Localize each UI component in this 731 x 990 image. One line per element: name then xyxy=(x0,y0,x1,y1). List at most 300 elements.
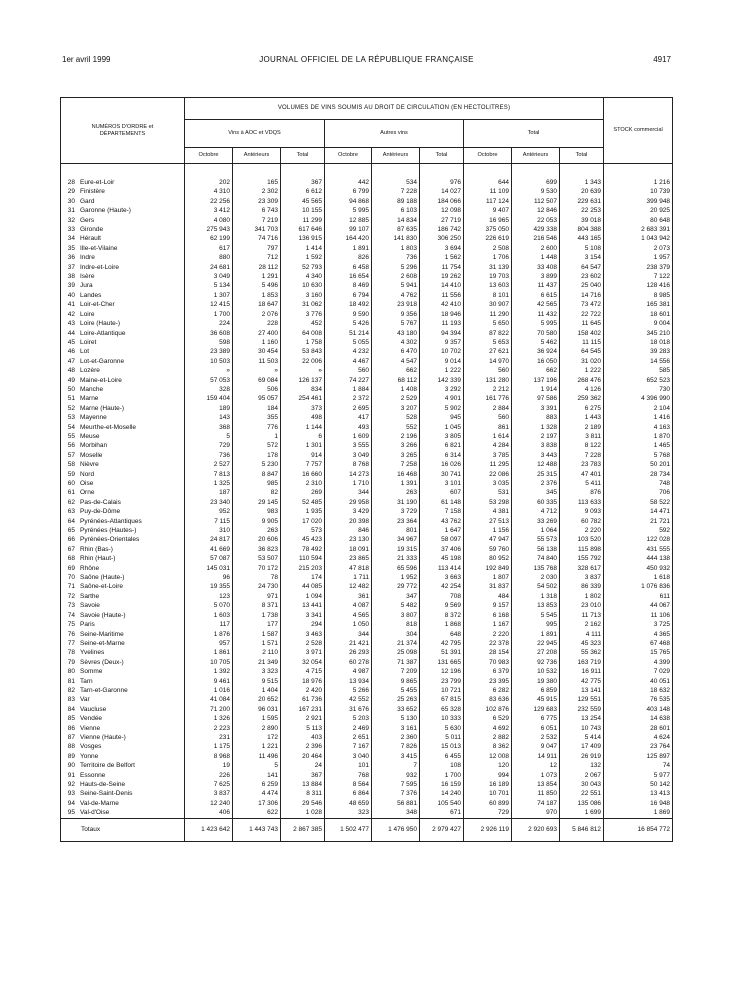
table-row xyxy=(61,441,673,450)
dept-cell xyxy=(61,808,185,818)
value-cell: 3 663 xyxy=(420,573,464,582)
dept-number: 75 xyxy=(67,621,75,629)
sub-octobre: Octobre xyxy=(185,148,233,164)
value-cell: 7 167 xyxy=(325,742,372,751)
value-cell: 18 647 xyxy=(233,300,281,309)
value-cell: 367 xyxy=(281,178,325,187)
dept-name: Garonne (Haute-) xyxy=(80,207,131,215)
dept-name: Moselle xyxy=(80,451,103,459)
dept-number: 32 xyxy=(67,216,75,224)
value-cell: 92 736 xyxy=(512,658,560,667)
dept-name: Essonne xyxy=(80,771,106,779)
dept-number: 59 xyxy=(67,470,75,478)
value-cell: 47 401 xyxy=(560,470,604,479)
table-row xyxy=(61,300,673,309)
dept-number: 86 xyxy=(67,724,75,732)
value-cell: 1 738 xyxy=(233,611,281,620)
value-cell: 1 343 xyxy=(560,178,604,187)
dept-cell xyxy=(61,319,185,328)
value-cell: 30 907 xyxy=(464,300,512,309)
value-cell: 1 156 xyxy=(464,526,512,535)
dept-cell xyxy=(61,263,185,272)
value-cell: 15 013 xyxy=(420,742,464,751)
value-cell: 29 772 xyxy=(372,582,420,591)
value-cell: 142 339 xyxy=(420,376,464,385)
value-cell: 708 xyxy=(420,592,464,601)
value-cell: 80 648 xyxy=(604,216,673,225)
value-cell: 9 004 xyxy=(604,319,673,328)
value-cell: 348 xyxy=(372,808,420,818)
value-cell: 730 xyxy=(604,385,673,394)
value-cell: 2 532 xyxy=(512,733,560,742)
aoc-vdqs-header: Vins à AOC et VDQS xyxy=(185,120,325,148)
value-cell: 4 284 xyxy=(464,441,512,450)
value-cell: 8 968 xyxy=(185,752,233,761)
value-cell: 1 853 xyxy=(233,291,281,300)
value-cell: 1 562 xyxy=(420,253,464,262)
value-cell: 45 915 xyxy=(512,695,560,704)
value-cell: 1 587 xyxy=(233,630,281,639)
value-cell: 11 106 xyxy=(604,611,673,620)
value-cell: 818 xyxy=(372,620,420,629)
value-cell: 28 154 xyxy=(464,648,512,657)
dept-name: Var xyxy=(80,696,90,704)
value-cell: 23 340 xyxy=(185,498,233,507)
table-row xyxy=(61,319,673,328)
value-cell: 5 011 xyxy=(420,733,464,742)
value-cell: 560 xyxy=(464,366,512,375)
value-cell: 186 742 xyxy=(420,225,464,234)
table-body xyxy=(61,164,673,819)
value-cell: 45 423 xyxy=(281,535,325,544)
value-cell: 184 066 xyxy=(420,197,464,206)
value-cell: 6 799 xyxy=(325,187,372,196)
dept-cell xyxy=(61,714,185,723)
dept-number: 58 xyxy=(67,461,75,469)
table-row xyxy=(61,498,673,507)
value-cell: 6 275 xyxy=(560,404,604,413)
value-cell: 1 699 xyxy=(560,808,604,818)
value-cell: 797 xyxy=(233,244,281,253)
value-cell: 120 xyxy=(464,761,512,770)
dept-cell xyxy=(61,404,185,413)
dept-name: Pyrénées (Hautes-) xyxy=(80,527,137,535)
value-cell: 47 947 xyxy=(464,535,512,544)
value-cell: 14 556 xyxy=(604,357,673,366)
value-cell: 33 652 xyxy=(372,705,420,714)
value-cell: 945 xyxy=(420,413,464,422)
value-cell: 39 018 xyxy=(560,216,604,225)
value-cell: 345 210 xyxy=(604,329,673,338)
table-row xyxy=(61,752,673,761)
value-cell: 78 492 xyxy=(281,545,325,554)
dept-name: Vendée xyxy=(80,715,103,723)
value-cell: 23 764 xyxy=(604,742,673,751)
dept-cell xyxy=(61,601,185,610)
value-cell: 31 020 xyxy=(560,357,604,366)
value-cell: 27 719 xyxy=(420,216,464,225)
value-cell: 3 040 xyxy=(325,752,372,761)
table-row xyxy=(61,432,673,441)
value-cell: 6 859 xyxy=(512,686,560,695)
value-cell: 17 306 xyxy=(233,799,281,808)
value-cell: 1 045 xyxy=(420,423,464,432)
table-row xyxy=(61,695,673,704)
value-cell: 345 xyxy=(512,488,560,497)
dept-cell xyxy=(61,573,185,582)
total-cell: 2 979 427 xyxy=(420,818,464,841)
dept-number: 61 xyxy=(67,489,75,497)
value-cell: 30 741 xyxy=(420,470,464,479)
table-row xyxy=(61,460,673,469)
value-cell: 29 958 xyxy=(325,498,372,507)
table-row xyxy=(61,488,673,497)
value-cell: 2 608 xyxy=(372,272,420,281)
dept-number: 67 xyxy=(67,545,75,553)
dept-name: Val-de-Marne xyxy=(80,799,119,807)
value-cell: 431 555 xyxy=(604,545,673,554)
value-cell: 6 794 xyxy=(325,291,372,300)
value-cell: 103 520 xyxy=(560,535,604,544)
value-cell: 1 448 xyxy=(512,253,560,262)
value-cell: 275 943 xyxy=(185,225,233,234)
value-cell: 37 406 xyxy=(420,545,464,554)
dept-number: 81 xyxy=(67,677,75,685)
dept-number: 31 xyxy=(67,207,75,215)
table-row xyxy=(61,667,673,676)
dept-name: Gers xyxy=(80,216,95,224)
value-cell: 7 209 xyxy=(372,667,420,676)
value-cell: 19 355 xyxy=(185,582,233,591)
value-cell: 30 454 xyxy=(233,347,281,356)
value-cell: 1 700 xyxy=(420,771,464,780)
value-cell: 1 957 xyxy=(604,253,673,262)
value-cell: 531 xyxy=(464,488,512,497)
value-cell: 65 328 xyxy=(420,705,464,714)
value-cell: 528 xyxy=(372,413,420,422)
value-cell: 13 441 xyxy=(281,601,325,610)
value-cell: 7 826 xyxy=(372,742,420,751)
value-cell: 19 262 xyxy=(420,272,464,281)
value-cell: 68 112 xyxy=(372,376,420,385)
value-cell: 27 400 xyxy=(233,329,281,338)
dept-cell xyxy=(61,234,185,243)
value-cell: 16 468 xyxy=(372,470,420,479)
value-cell: 10 721 xyxy=(420,686,464,695)
value-cell: 55 573 xyxy=(512,535,560,544)
value-cell: 110 594 xyxy=(281,554,325,563)
dept-number: 47 xyxy=(67,357,75,365)
dept-cell xyxy=(61,394,185,403)
table-row xyxy=(61,535,673,544)
value-cell: 53 507 xyxy=(233,554,281,563)
value-cell: 16 026 xyxy=(420,460,464,469)
issue-date: 1er avril 1999 xyxy=(62,55,111,64)
value-cell: 9 407 xyxy=(464,206,512,215)
value-cell: 4 232 xyxy=(325,347,372,356)
value-cell: 3 035 xyxy=(464,479,512,488)
dept-name: Tarn-et-Garonne xyxy=(80,686,128,694)
dept-number: 76 xyxy=(67,630,75,638)
value-cell: 11 290 xyxy=(464,310,512,319)
value-cell: 135 768 xyxy=(512,564,560,573)
value-cell: 375 050 xyxy=(464,225,512,234)
value-cell: 53 298 xyxy=(464,498,512,507)
value-cell: 3 555 xyxy=(325,441,372,450)
value-cell: 202 xyxy=(185,178,233,187)
dept-cell xyxy=(61,244,185,253)
table-row xyxy=(61,413,673,422)
total-cell: 16 854 772 xyxy=(604,818,673,841)
dept-number: 38 xyxy=(67,273,75,281)
value-cell: 101 xyxy=(325,761,372,770)
value-cell: 7 757 xyxy=(281,460,325,469)
value-cell: 9 905 xyxy=(233,517,281,526)
value-cell: 7 xyxy=(372,761,420,770)
value-cell: 43 180 xyxy=(372,329,420,338)
dept-number: 35 xyxy=(67,244,75,252)
dept-number: 52 xyxy=(67,404,75,412)
value-cell: 1 326 xyxy=(185,714,233,723)
value-cell: 1 614 xyxy=(464,432,512,441)
value-cell: 6 103 xyxy=(372,206,420,215)
value-cell: 33 408 xyxy=(512,263,560,272)
value-cell: 1 222 xyxy=(420,366,464,375)
value-cell: 3 899 xyxy=(512,272,560,281)
value-cell: 33 269 xyxy=(512,517,560,526)
value-cell: 1 028 xyxy=(281,808,325,818)
value-cell: 51 391 xyxy=(420,648,464,657)
value-cell: 323 xyxy=(325,808,372,818)
value-cell: 26 293 xyxy=(325,648,372,657)
value-cell: 7 813 xyxy=(185,470,233,479)
dept-name: Nièvre xyxy=(80,461,99,469)
value-cell: 617 646 xyxy=(281,225,325,234)
value-cell: 57 087 xyxy=(185,554,233,563)
table-row xyxy=(61,376,673,385)
table-row xyxy=(61,686,673,695)
value-cell: 5 653 xyxy=(464,338,512,347)
value-cell: 598 xyxy=(185,338,233,347)
dept-number: 80 xyxy=(67,668,75,676)
value-cell: 41 084 xyxy=(185,695,233,704)
autres-vins-header: Autres vins xyxy=(325,120,464,148)
dept-name: Jura xyxy=(80,282,93,290)
value-cell: 13 254 xyxy=(560,714,604,723)
value-cell: 1 064 xyxy=(512,526,560,535)
value-cell: 7 219 xyxy=(233,216,281,225)
value-cell: 60 899 xyxy=(464,799,512,808)
value-cell: 611 xyxy=(604,592,673,601)
dept-number: 40 xyxy=(67,291,75,299)
dept-number: 74 xyxy=(67,611,75,619)
value-cell: 13 141 xyxy=(560,686,604,695)
value-cell: 573 xyxy=(281,526,325,535)
value-cell: 55 362 xyxy=(560,648,604,657)
value-cell: 2 162 xyxy=(560,620,604,629)
value-cell: 736 xyxy=(372,253,420,262)
value-cell: 12 846 xyxy=(512,206,560,215)
dept-name: Landes xyxy=(80,291,102,299)
value-cell: 957 xyxy=(185,639,233,648)
value-cell: 3 101 xyxy=(420,479,464,488)
value-cell: 13 884 xyxy=(281,780,325,789)
value-cell: 3 049 xyxy=(185,272,233,281)
value-cell: 11 850 xyxy=(512,789,560,798)
value-cell: 67 468 xyxy=(604,639,673,648)
dept-cell xyxy=(61,441,185,450)
value-cell: 34 967 xyxy=(372,535,420,544)
value-cell: 117 124 xyxy=(464,197,512,206)
value-cell: 22 253 xyxy=(560,206,604,215)
value-cell: 13 603 xyxy=(464,281,512,290)
dept-cell xyxy=(61,507,185,516)
value-cell: 112 507 xyxy=(512,197,560,206)
dept-cell xyxy=(61,470,185,479)
dept-name: Nord xyxy=(80,470,95,478)
value-cell: 622 xyxy=(233,808,281,818)
sub-total: Total xyxy=(281,148,325,164)
value-cell: 4 302 xyxy=(372,338,420,347)
value-cell: 1 465 xyxy=(604,441,673,450)
dept-name: Vosges xyxy=(80,743,102,751)
value-cell: 80 952 xyxy=(464,554,512,563)
value-cell: » xyxy=(185,366,233,375)
value-cell: 128 416 xyxy=(604,281,673,290)
value-cell: 16 189 xyxy=(464,780,512,789)
dept-name: Ille-et-Vilaine xyxy=(80,244,118,252)
value-cell: 36 924 xyxy=(512,347,560,356)
table-row xyxy=(61,347,673,356)
value-cell: 4 365 xyxy=(604,630,673,639)
dept-cell xyxy=(61,771,185,780)
dept-cell xyxy=(61,488,185,497)
value-cell: 129 683 xyxy=(512,705,560,714)
dept-cell xyxy=(61,498,185,507)
dept-cell xyxy=(61,178,185,187)
value-cell: 3 443 xyxy=(512,451,560,460)
value-cell: 25 263 xyxy=(372,695,420,704)
value-cell: 2 302 xyxy=(233,187,281,196)
value-cell: 3 811 xyxy=(560,432,604,441)
value-cell: 42 795 xyxy=(420,639,464,648)
value-cell: 484 xyxy=(464,592,512,601)
value-cell: 54 502 xyxy=(512,582,560,591)
dept-name: Hauts-de-Seine xyxy=(80,781,126,788)
table-row xyxy=(61,771,673,780)
table-row xyxy=(61,780,673,789)
value-cell: 232 559 xyxy=(560,705,604,714)
value-cell: 699 xyxy=(512,178,560,187)
dept-cell xyxy=(61,291,185,300)
table-row xyxy=(61,564,673,573)
value-cell: 14 410 xyxy=(420,281,464,290)
value-cell: 7 122 xyxy=(604,272,673,281)
value-cell: 22 256 xyxy=(185,197,233,206)
dept-number: 91 xyxy=(67,771,75,779)
value-cell: 28 734 xyxy=(604,470,673,479)
dept-cell xyxy=(61,658,185,667)
value-cell: 2 073 xyxy=(604,244,673,253)
value-cell: 4 381 xyxy=(464,507,512,516)
value-cell: 4 396 990 xyxy=(604,394,673,403)
value-cell: 662 xyxy=(512,366,560,375)
value-cell: 20 652 xyxy=(233,695,281,704)
value-cell: 1 803 xyxy=(372,244,420,253)
value-cell: 4 467 xyxy=(325,357,372,366)
value-cell: 712 xyxy=(233,253,281,262)
value-cell: 4 901 xyxy=(420,394,464,403)
table-row xyxy=(61,705,673,714)
value-cell: 3 049 xyxy=(325,451,372,460)
value-cell: 7 158 xyxy=(420,507,464,516)
value-cell: 3 391 xyxy=(512,404,560,413)
table-row xyxy=(61,742,673,751)
value-cell: 344 xyxy=(325,488,372,497)
value-cell: 3 161 xyxy=(372,724,420,733)
dept-cell xyxy=(61,272,185,281)
value-cell: 3 725 xyxy=(604,620,673,629)
value-cell: 2 884 xyxy=(464,404,512,413)
value-cell: 1 160 xyxy=(233,338,281,347)
value-cell: 1 073 xyxy=(512,771,560,780)
value-cell: 4 111 xyxy=(560,630,604,639)
dept-name: Savoie xyxy=(80,602,100,610)
dept-cell xyxy=(61,686,185,695)
value-cell: 11 754 xyxy=(420,263,464,272)
dept-number: 48 xyxy=(67,367,75,375)
dept-name: Somme xyxy=(80,668,103,676)
value-cell: 648 xyxy=(420,630,464,639)
dept-number: 65 xyxy=(67,527,75,535)
value-cell: 14 970 xyxy=(464,357,512,366)
value-cell: 8 469 xyxy=(325,281,372,290)
value-cell: 23 918 xyxy=(372,300,420,309)
value-cell: 31 676 xyxy=(325,705,372,714)
value-cell: 16 948 xyxy=(604,799,673,808)
table-row xyxy=(61,178,673,187)
dept-number: 69 xyxy=(67,564,75,572)
total-cell: 2 920 693 xyxy=(512,818,560,841)
table-row xyxy=(61,799,673,808)
value-cell: 2 110 xyxy=(233,648,281,657)
value-cell: 4 547 xyxy=(372,357,420,366)
value-cell: 6 xyxy=(281,432,325,441)
value-cell: 14 240 xyxy=(420,789,464,798)
dept-name: Isère xyxy=(80,273,95,281)
dept-number: 33 xyxy=(67,226,75,234)
value-cell: 132 xyxy=(560,761,604,770)
value-cell: 27 621 xyxy=(464,347,512,356)
value-cell: 8 101 xyxy=(464,291,512,300)
value-cell: 876 xyxy=(560,488,604,497)
value-cell: 12 885 xyxy=(325,216,372,225)
value-cell: 231 xyxy=(185,733,233,742)
value-cell: 5 426 xyxy=(325,319,372,328)
value-cell: 259 362 xyxy=(560,394,604,403)
value-cell: 748 xyxy=(604,479,673,488)
value-cell: 159 404 xyxy=(185,394,233,403)
value-cell: 4 163 xyxy=(604,423,673,432)
value-cell: 21 374 xyxy=(372,639,420,648)
value-cell: 2 600 xyxy=(512,244,560,253)
value-cell: 10 743 xyxy=(560,724,604,733)
value-cell: 1 700 xyxy=(185,310,233,319)
value-cell: 1 307 xyxy=(185,291,233,300)
value-cell: 24 xyxy=(281,761,325,770)
dept-number: 93 xyxy=(67,790,75,798)
dept-number: 83 xyxy=(67,696,75,704)
